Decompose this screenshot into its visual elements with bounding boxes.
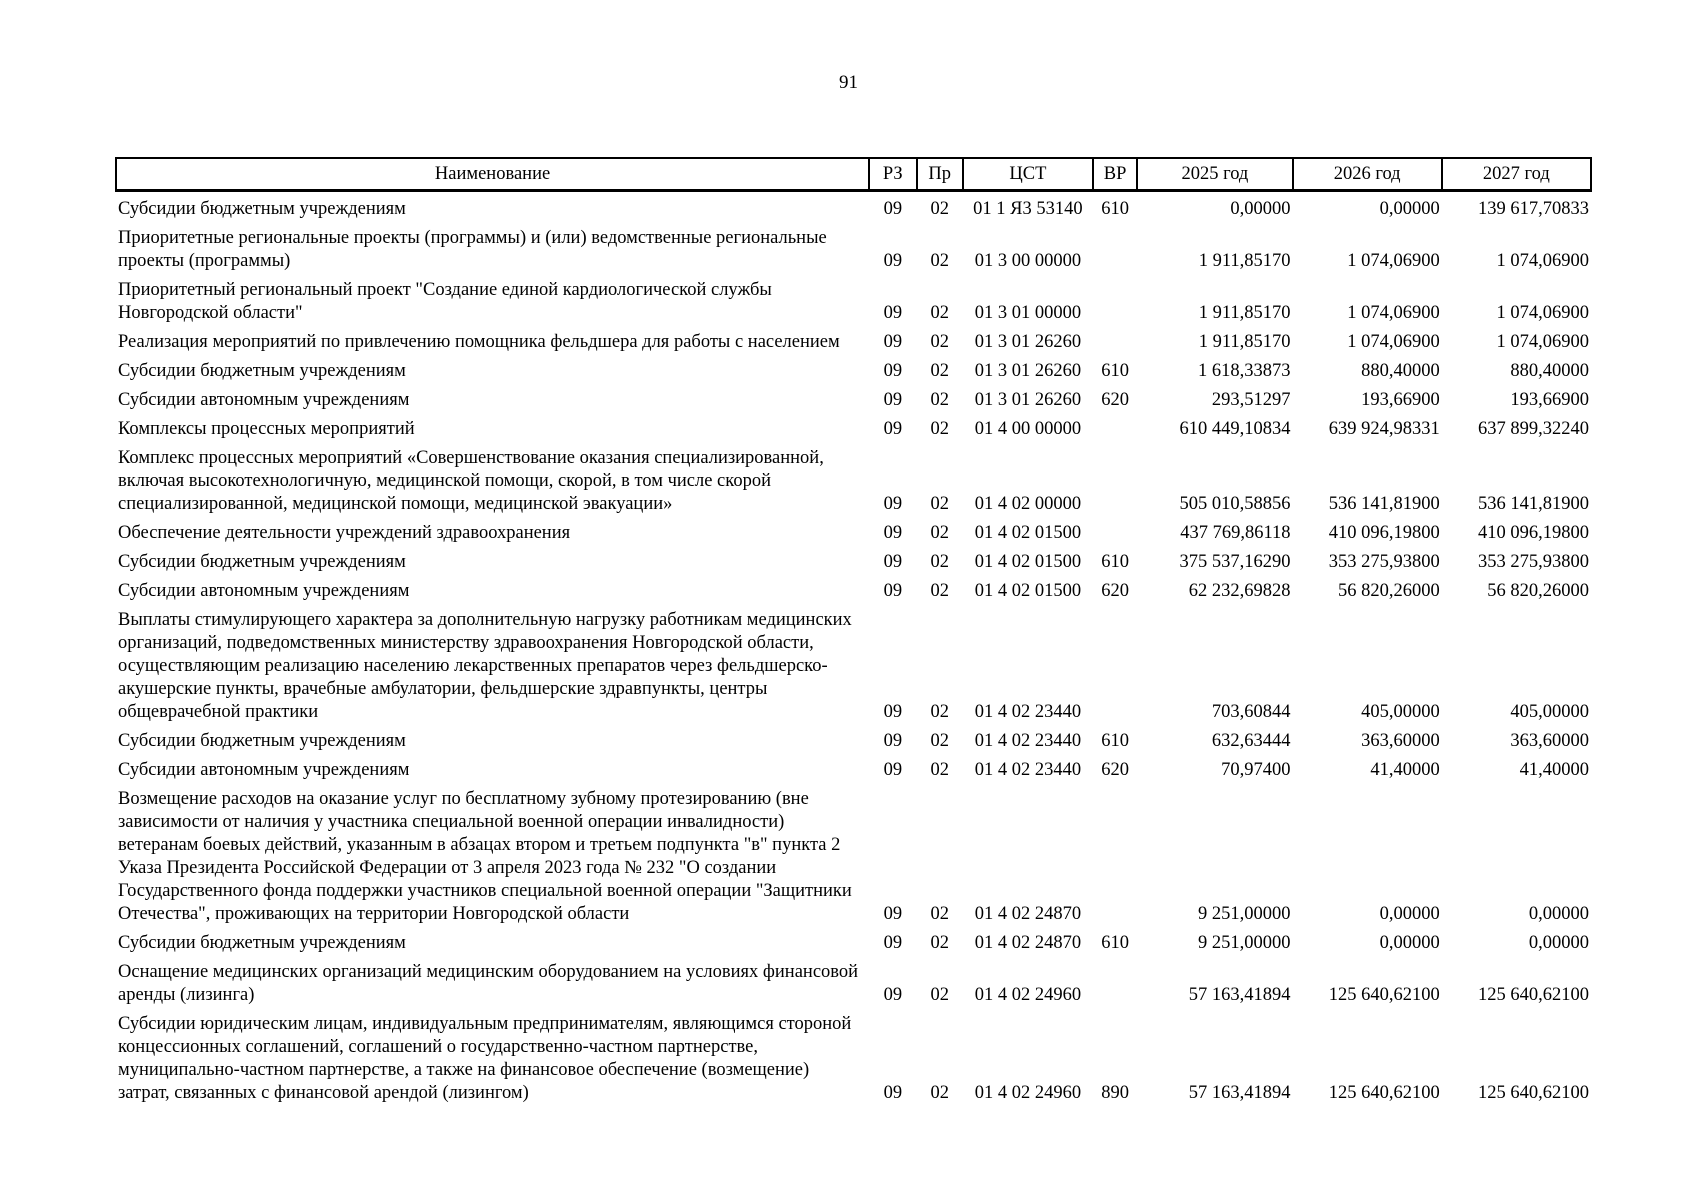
cell-name: Субсидии автономным учреждениям	[118, 760, 410, 780]
table-row	[116, 549, 1591, 578]
cell-name: Оснащение медицинских организаций медицинским оборудованием на условиях финансовой аренды (лизинга)	[118, 962, 859, 1005]
cell-name: Обеспечение деятельности учреждений здравоохранения	[118, 523, 571, 543]
cell-name: Приоритетные региональные проекты (программы) и (или) ведомственные региональные проекты (программы)	[118, 228, 827, 271]
cell-vr	[1093, 607, 1137, 728]
cell-2026: 1 074,06900	[1347, 303, 1440, 323]
cell-cst: 01 4 02 24960	[974, 985, 1082, 1005]
cell-2025: 632,63444	[1211, 731, 1291, 751]
cell-vr	[1093, 416, 1137, 445]
cell-pr: 02	[930, 361, 949, 381]
table-row	[116, 520, 1591, 549]
cell-name: Комплекс процессных мероприятий «Совершенствование оказания специализированной, включая высокотехнологичную, медицинской помощи, скорой, в том числе скорой специализированной, медицинской помощи, медицинской эвакуации»	[118, 448, 824, 514]
cell-2025: 1 911,85170	[1198, 303, 1291, 323]
cell-pr: 02	[930, 199, 949, 219]
cell-2026: 353 275,93800	[1328, 552, 1440, 572]
cell-vr	[1093, 520, 1137, 549]
cell-2027: 1 074,06900	[1496, 332, 1589, 352]
cell-name: Субсидии автономным учреждениям	[118, 390, 410, 410]
cell-rz: 09	[883, 361, 903, 381]
cell-pr: 02	[930, 985, 949, 1005]
cell-cst: 01 4 02 00000	[974, 494, 1082, 514]
cell-2027: 1 074,06900	[1496, 251, 1589, 271]
cell-2026: 639 924,98331	[1328, 419, 1440, 439]
page-number: 91	[839, 72, 858, 93]
cell-name: Субсидии бюджетным учреждениям	[118, 361, 406, 381]
header-cst: ЦСТ	[963, 158, 1093, 191]
cell-vr: 620	[1101, 390, 1129, 410]
cell-2027: 410 096,19800	[1478, 523, 1589, 543]
cell-2026: 1 074,06900	[1347, 251, 1440, 271]
cell-name: Субсидии бюджетным учреждениям	[118, 199, 406, 219]
cell-name: Субсидии юридическим лицам, индивидуальным предпринимателям, являющимся стороной концессионных соглашений, соглашений о государственно-частном партнерстве, муниципально-частном партнерстве, а также на финансовое обеспечение (возмещение) затрат, связанных с финансовой арендой (лизингом)	[118, 1014, 852, 1103]
cell-rz: 09	[883, 731, 903, 751]
cell-vr: 610	[1101, 199, 1129, 219]
cell-2027: 1 074,06900	[1496, 303, 1589, 323]
cell-2027: 56 820,26000	[1487, 581, 1589, 601]
cell-rz: 09	[883, 303, 903, 323]
cell-2025: 1 911,85170	[1198, 332, 1291, 352]
cell-rz: 09	[883, 494, 903, 514]
cell-2025: 703,60844	[1211, 702, 1291, 722]
cell-2026: 41,40000	[1370, 760, 1440, 780]
cell-vr: 620	[1101, 581, 1129, 601]
cell-rz: 09	[883, 581, 903, 601]
cell-2026: 125 640,62100	[1328, 985, 1440, 1005]
cell-2025: 610 449,10834	[1179, 419, 1291, 439]
cell-2025: 70,97400	[1221, 760, 1291, 780]
cell-name: Субсидии бюджетным учреждениям	[118, 552, 406, 572]
cell-2027: 0,00000	[1528, 904, 1589, 924]
cell-cst: 01 4 02 23440	[974, 702, 1082, 722]
table-row	[116, 786, 1591, 930]
cell-2025: 505 010,58856	[1179, 494, 1291, 514]
cell-cst: 01 4 02 24870	[974, 933, 1082, 953]
cell-rz: 09	[883, 251, 903, 271]
cell-2026: 0,00000	[1379, 904, 1440, 924]
cell-2026: 125 640,62100	[1328, 1083, 1440, 1103]
cell-vr: 620	[1101, 760, 1129, 780]
cell-2027: 0,00000	[1528, 933, 1589, 953]
cell-rz: 09	[883, 985, 903, 1005]
cell-name: Комплексы процессных мероприятий	[118, 419, 415, 439]
cell-name: Субсидии автономным учреждениям	[118, 581, 410, 601]
cell-pr: 02	[930, 552, 949, 572]
cell-cst: 01 4 02 24870	[974, 904, 1082, 924]
cell-cst: 01 4 02 01500	[974, 552, 1082, 572]
cell-2025: 1 618,33873	[1198, 361, 1291, 381]
cell-rz: 09	[883, 760, 903, 780]
table-row	[116, 416, 1591, 445]
cell-2026: 880,40000	[1361, 361, 1440, 381]
cell-rz: 09	[883, 419, 903, 439]
cell-rz: 09	[883, 390, 903, 410]
cell-2025: 57 163,41894	[1188, 985, 1291, 1005]
table-row	[116, 358, 1591, 387]
cell-vr: 890	[1101, 1083, 1129, 1103]
cell-vr	[1093, 445, 1137, 520]
cell-cst: 01 4 02 23440	[974, 760, 1082, 780]
cell-rz: 09	[883, 199, 903, 219]
table-row	[116, 607, 1591, 728]
cell-name: Субсидии бюджетным учреждениям	[118, 731, 406, 751]
cell-vr	[1093, 959, 1137, 1011]
cell-pr: 02	[930, 731, 949, 751]
cell-2025: 9 251,00000	[1198, 904, 1291, 924]
header-rz: РЗ	[869, 158, 916, 191]
cell-2026: 0,00000	[1379, 933, 1440, 953]
cell-2025: 437 769,86118	[1180, 523, 1291, 543]
cell-cst: 01 3 00 00000	[974, 251, 1082, 271]
cell-2025: 293,51297	[1211, 390, 1291, 410]
table-row	[116, 959, 1591, 1011]
cell-pr: 02	[930, 303, 949, 323]
cell-vr	[1093, 329, 1137, 358]
cell-name: Выплаты стимулирующего характера за дополнительную нагрузку работникам медицинских организаций, подведомственных министерству здравоохранения Новгородской области, осуществляющим реализацию населению лекарственных препаратов через фельдшерско-акушерские пункты, врачебные амбулатории, фельдшерские здравпункты, центры общеврачебной практики	[118, 610, 852, 722]
cell-2026: 410 096,19800	[1328, 523, 1440, 543]
table-row	[116, 757, 1591, 786]
header-2027: 2027 год	[1442, 158, 1591, 191]
cell-rz: 09	[883, 933, 903, 953]
cell-name: Субсидии бюджетным учреждениям	[118, 933, 406, 953]
cell-2027: 363,60000	[1510, 731, 1589, 751]
cell-cst: 01 1 Я3 53140	[973, 199, 1083, 219]
cell-2025: 1 911,85170	[1198, 251, 1291, 271]
cell-name: Реализация мероприятий по привлечению помощника фельдшера для работы с населением	[118, 332, 840, 352]
cell-cst: 01 3 01 00000	[974, 303, 1082, 323]
cell-rz: 09	[883, 702, 903, 722]
cell-vr: 610	[1101, 731, 1129, 751]
cell-2027: 125 640,62100	[1478, 1083, 1589, 1103]
cell-2027: 536 141,81900	[1478, 494, 1589, 514]
table-row	[116, 728, 1591, 757]
cell-2027: 193,66900	[1510, 390, 1589, 410]
cell-pr: 02	[930, 494, 949, 514]
cell-cst: 01 4 02 01500	[974, 581, 1082, 601]
cell-pr: 02	[930, 702, 949, 722]
cell-vr	[1093, 225, 1137, 277]
cell-2027: 125 640,62100	[1478, 985, 1589, 1005]
cell-2027: 41,40000	[1519, 760, 1589, 780]
cell-2026: 1 074,06900	[1347, 332, 1440, 352]
table-row	[116, 225, 1591, 277]
table-row	[116, 387, 1591, 416]
cell-vr: 610	[1101, 552, 1129, 572]
table-header	[116, 158, 1591, 191]
cell-pr: 02	[930, 523, 949, 543]
cell-vr: 610	[1101, 361, 1129, 381]
cell-cst: 01 4 02 24960	[974, 1083, 1082, 1103]
cell-2027: 880,40000	[1510, 361, 1589, 381]
table-row	[116, 191, 1591, 226]
table-body	[116, 191, 1591, 1110]
cell-vr: 610	[1101, 933, 1129, 953]
header-pr: Пр	[917, 158, 963, 191]
cell-rz: 09	[883, 1083, 903, 1103]
table-row	[116, 445, 1591, 520]
cell-pr: 02	[930, 933, 949, 953]
cell-pr: 02	[930, 581, 949, 601]
header-vr: ВР	[1093, 158, 1137, 191]
cell-2025: 9 251,00000	[1198, 933, 1291, 953]
cell-2026: 405,00000	[1361, 702, 1440, 722]
budget-table	[115, 157, 1592, 1109]
cell-2027: 405,00000	[1510, 702, 1589, 722]
cell-2026: 363,60000	[1361, 731, 1440, 751]
cell-name: Возмещение расходов на оказание услуг по бесплатному зубному протезированию (вне зависимости от наличия у участника специальной военной операции инвалидности) ветеранам боевых действий, указанным в абзацах втором и третьем подпункта "в" пункта 2 Указа Президента Российской Федерации от 3 апреля 2023 года № 232 "О создании Государственного фонда поддержки участников специальной военной операции "Защитники Отечества", проживающих на территории Новгородской области	[118, 789, 852, 924]
cell-rz: 09	[883, 332, 903, 352]
table-row	[116, 930, 1591, 959]
cell-2027: 637 899,32240	[1478, 419, 1589, 439]
cell-pr: 02	[930, 419, 949, 439]
cell-pr: 02	[930, 760, 949, 780]
cell-2026: 56 820,26000	[1337, 581, 1440, 601]
table-row	[116, 329, 1591, 358]
cell-pr: 02	[930, 332, 949, 352]
cell-name: Приоритетный региональный проект "Создание единой кардиологической службы Новгородской области"	[118, 280, 772, 323]
cell-rz: 09	[883, 552, 903, 572]
cell-2026: 536 141,81900	[1328, 494, 1440, 514]
cell-rz: 09	[883, 523, 903, 543]
cell-2026: 193,66900	[1361, 390, 1440, 410]
cell-2025: 57 163,41894	[1188, 1083, 1291, 1103]
cell-2025: 375 537,16290	[1179, 552, 1291, 572]
cell-pr: 02	[930, 1083, 949, 1103]
header-name: Наименование	[116, 158, 869, 191]
cell-vr	[1093, 277, 1137, 329]
cell-rz: 09	[883, 904, 903, 924]
header-row	[116, 158, 1591, 191]
table-row	[116, 578, 1591, 607]
cell-2027: 139 617,70833	[1478, 199, 1589, 219]
table-row	[116, 1011, 1591, 1109]
header-2025: 2025 год	[1137, 158, 1292, 191]
cell-2025: 62 232,69828	[1188, 581, 1291, 601]
cell-pr: 02	[930, 390, 949, 410]
cell-pr: 02	[930, 904, 949, 924]
cell-pr: 02	[930, 251, 949, 271]
header-2026: 2026 год	[1293, 158, 1442, 191]
cell-cst: 01 4 02 23440	[974, 731, 1082, 751]
cell-cst: 01 4 00 00000	[974, 419, 1082, 439]
cell-2026: 0,00000	[1379, 199, 1440, 219]
cell-cst: 01 3 01 26260	[974, 361, 1082, 381]
table-row	[116, 277, 1591, 329]
cell-vr	[1093, 786, 1137, 930]
cell-2025: 0,00000	[1230, 199, 1291, 219]
cell-2027: 353 275,93800	[1478, 552, 1589, 572]
cell-cst: 01 3 01 26260	[974, 390, 1082, 410]
cell-cst: 01 3 01 26260	[974, 332, 1082, 352]
cell-cst: 01 4 02 01500	[974, 523, 1082, 543]
